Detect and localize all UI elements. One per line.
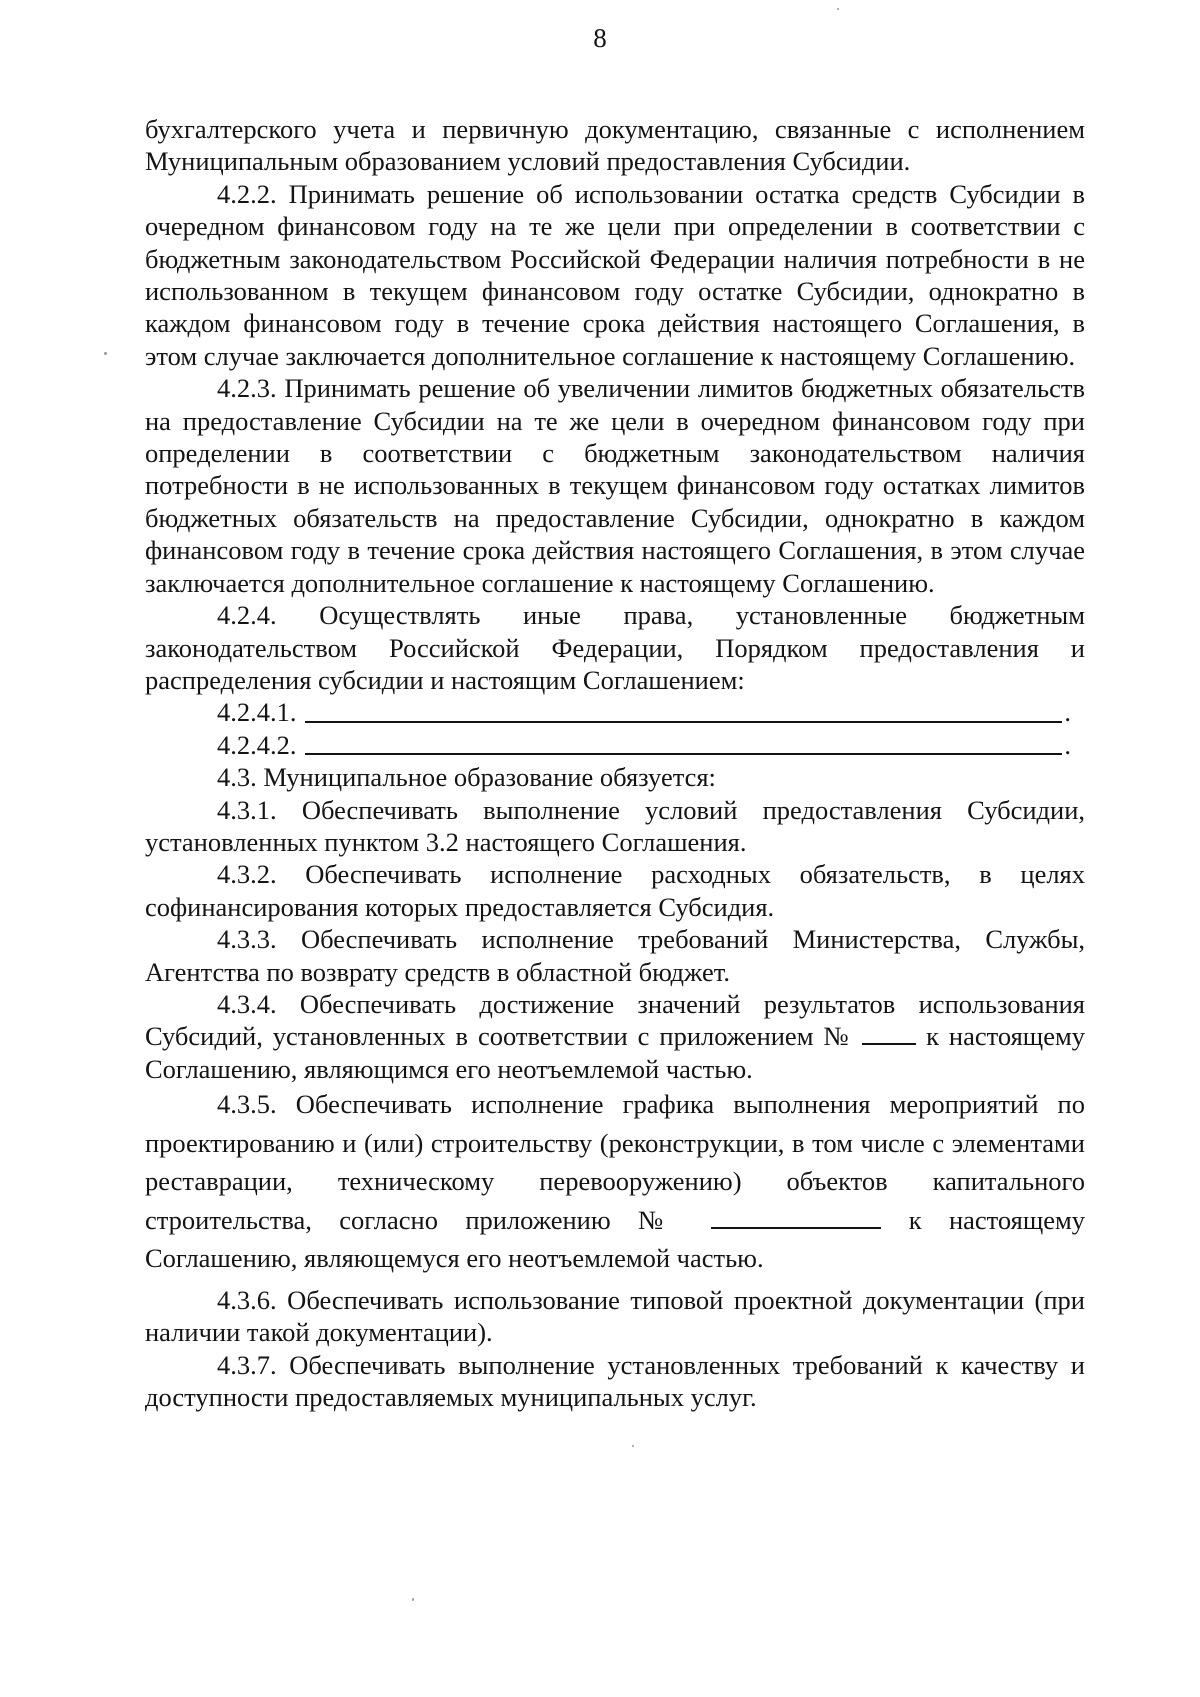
paragraph-continuation: бухгалтерского учета и первичную документацию, связанные с исполнением Муниципальным образованием условий предоставления Субсидии. — [145, 114, 1085, 177]
appendix-number-blank — [862, 1023, 916, 1045]
blank-fill-line — [305, 699, 1063, 723]
paragraph-4-2-3: 4.2.3. Принимать решение об увеличении лимитов бюджетных обязательств на предоставление Субсидии на те же цели в очередном финансовом году при определении в соответствии с бюджетным законодательством наличия потребности в не использованных в текущем финансовом году остатках лимитов бюджетных обязательств на предоставление Субсидии, однократно в каждом финансовом году в течение срока действия настоящего Соглашения, в этом случае заключается дополнительное соглашение к настоящему Соглашению. — [145, 373, 1085, 598]
paragraph-4-3-2: 4.3.2. Обеспечивать исполнение расходных обязательств, в целях софинансирования которых предоставляется Субсидия. — [145, 859, 1085, 922]
paragraph-4-3-5-start: 4.3.5. Обеспечивать исполнение графика выполнения мероприятий по проектированию и (или) строительству (реконструкции, в том числе с элементами реставрации, техническому перевооружению) объектов капитального строительства, согласно приложению № — [145, 1089, 1085, 1235]
paragraph-4-3-4-start: 4.3.4. Обеспечивать достижение значений результатов использования Субсидий, установленных в соответствии с приложением № — [145, 988, 1085, 1052]
paragraph-4-3-6: 4.3.6. Обеспечивать использование типовой проектной документации (при наличии такой документации). — [145, 1284, 1085, 1348]
paragraph-4-3-3: 4.3.3. Обеспечивать исполнение требований Министерства, Службы, Агентства по возврату средств в областной бюджет. — [145, 924, 1085, 987]
blank-item-end: . — [1064, 697, 1071, 728]
paragraph-4-3-4 — [145, 988, 1085, 1085]
page-number: 8 — [593, 23, 607, 53]
paragraph-4-2-4: 4.2.4. Осуществлять иные права, установленные бюджетным законодательством Российской Федерации, Порядком предоставления и распределения субсидии и настоящим Соглашением: — [145, 600, 1085, 695]
blank-fill-line — [305, 731, 1063, 755]
document-body — [145, 113, 1085, 1413]
paragraph-4-3-4-end: к настоящему Соглашению, являющимся его неотъемлемой частью. — [145, 1021, 1085, 1084]
scan-speck — [632, 1445, 634, 1447]
appendix-number-blank — [711, 1207, 881, 1229]
scan-speck — [837, 8, 839, 10]
paragraph-4-3-1: 4.3.1. Обеспечивать выполнение условий предоставления Субсидии, установленных пунктом 3.2 настоящего Соглашения. — [145, 794, 1085, 857]
blank-item-label: 4.2.4.2. — [217, 729, 297, 760]
blank-item-label: 4.2.4.1. — [217, 697, 297, 728]
scan-speck — [104, 352, 107, 355]
blank-item-end: . — [1064, 729, 1071, 760]
paragraph-4-3-7: 4.3.7. Обеспечивать выполнение установленных требований к качеству и доступности предоставляемых муниципальных услуг. — [145, 1349, 1085, 1412]
paragraph-4-3-5 — [145, 1085, 1085, 1278]
paragraph-4-3-5-end: к настоящему Соглашению, являющемуся его неотъемлемой частью. — [145, 1204, 1086, 1274]
scan-speck — [412, 1598, 414, 1601]
blank-item-4-2-4-1 — [145, 696, 1085, 728]
blank-item-4-2-4-2 — [145, 729, 1085, 761]
paragraph-4-2-2: 4.2.2. Принимать решение об использовании остатка средств Субсидии в очередном финансовом году на те же цели при определении в соответствии с бюджетным законодательством Российской Федерации наличия потребности в не использованном в текущем финансовом году остатке Субсидии, однократно в каждом финансовом году в течение срока действия настоящего Соглашения, в этом случае заключается дополнительное соглашение к настоящему Соглашению. — [145, 178, 1085, 371]
paragraph-4-3: 4.3. Муниципальное образование обязуется: — [217, 762, 716, 793]
